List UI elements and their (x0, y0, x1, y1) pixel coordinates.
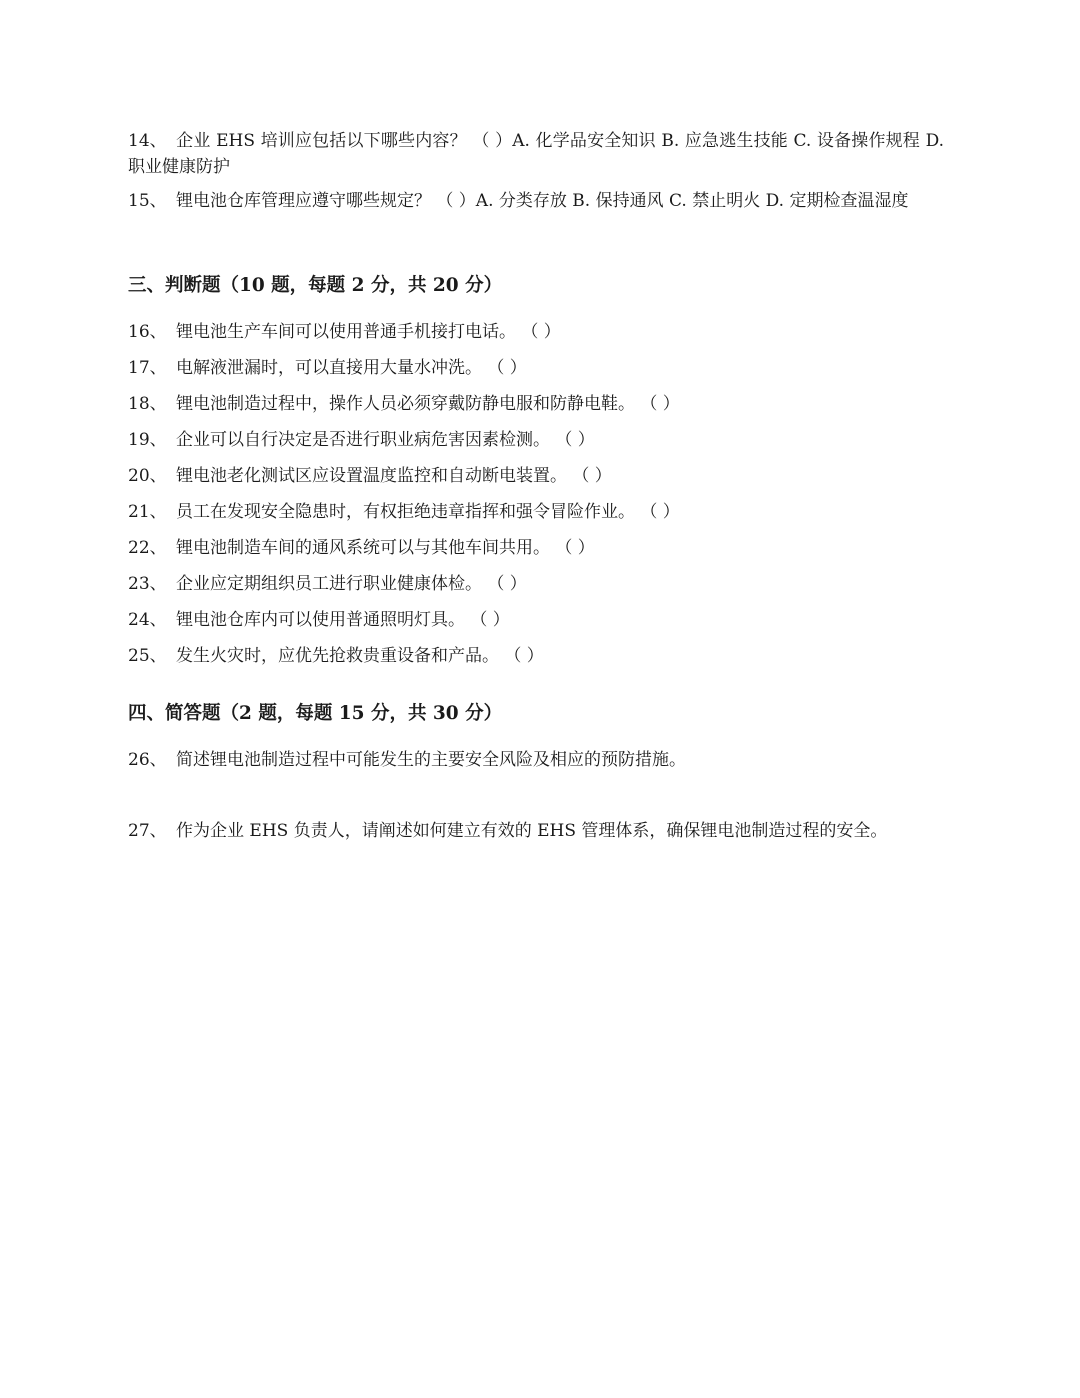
question-15 (128, 188, 944, 214)
question-17 (128, 355, 527, 381)
question-20 (128, 463, 612, 489)
question-text: 锂电池仓库管理应遵守哪些规定？ （ ）A. 分类存放 B. 保持通风 C. 禁止明火 D. 定期检查温湿度 (176, 191, 909, 211)
question-number: 25、 (128, 646, 167, 666)
question-number: 19、 (128, 430, 167, 450)
question-text: 企业应定期组织员工进行职业健康体检。 （ ） (176, 574, 527, 594)
question-text: 锂电池老化测试区应设置温度监控和自动断电装置。 （ ） (176, 466, 612, 486)
question-14 (128, 128, 944, 180)
section-title-true-false: 三、判断题（10 题，每题 2 分，共 20 分） (128, 275, 503, 296)
question-number: 26、 (128, 750, 167, 770)
question-text: 发生火灾时，应优先抢救贵重设备和产品。 （ ） (176, 646, 544, 666)
question-number: 22、 (128, 538, 167, 558)
question-23 (128, 571, 527, 597)
question-16 (128, 319, 561, 345)
question-25 (128, 643, 544, 669)
question-text: 企业可以自行决定是否进行职业病危害因素检测。 （ ） (176, 430, 595, 450)
question-18 (128, 391, 680, 417)
question-text: 锂电池制造过程中，操作人员必须穿戴防静电服和防静电鞋。 （ ） (176, 394, 680, 414)
question-number: 20、 (128, 466, 167, 486)
question-text: 电解液泄漏时，可以直接用大量水冲洗。 （ ） (176, 358, 527, 378)
section-title-short-answer: 四、简答题（2 题，每题 15 分，共 30 分） (128, 703, 503, 724)
question-number: 21、 (128, 502, 167, 522)
question-text: 企业 EHS 培训应包括以下哪些内容？ （ ）A. 化学品安全知识 B. 应急逃生技能 C. 设备操作规程 D. 职业健康防护 (128, 131, 944, 177)
question-24 (128, 607, 510, 633)
question-22 (128, 535, 595, 561)
question-19 (128, 427, 595, 453)
question-text: 锂电池仓库内可以使用普通照明灯具。 （ ） (176, 610, 510, 630)
question-text: 简述锂电池制造过程中可能发生的主要安全风险及相应的预防措施。 (176, 750, 686, 770)
question-number: 24、 (128, 610, 167, 630)
question-number: 18、 (128, 394, 167, 414)
question-number: 15、 (128, 191, 167, 211)
question-26 (128, 747, 686, 773)
question-text: 作为企业 EHS 负责人，请阐述如何建立有效的 EHS 管理体系，确保锂电池制造过程的安全。 (176, 821, 888, 841)
question-text: 员工在发现安全隐患时，有权拒绝违章指挥和强令冒险作业。 （ ） (176, 502, 680, 522)
question-number: 16、 (128, 322, 167, 342)
question-number: 27、 (128, 821, 167, 841)
question-27 (128, 818, 887, 844)
question-number: 23、 (128, 574, 167, 594)
question-number: 14、 (128, 131, 167, 151)
question-21 (128, 499, 680, 525)
question-text: 锂电池生产车间可以使用普通手机接打电话。 （ ） (176, 322, 561, 342)
question-text: 锂电池制造车间的通风系统可以与其他车间共用。 （ ） (176, 538, 595, 558)
question-number: 17、 (128, 358, 167, 378)
